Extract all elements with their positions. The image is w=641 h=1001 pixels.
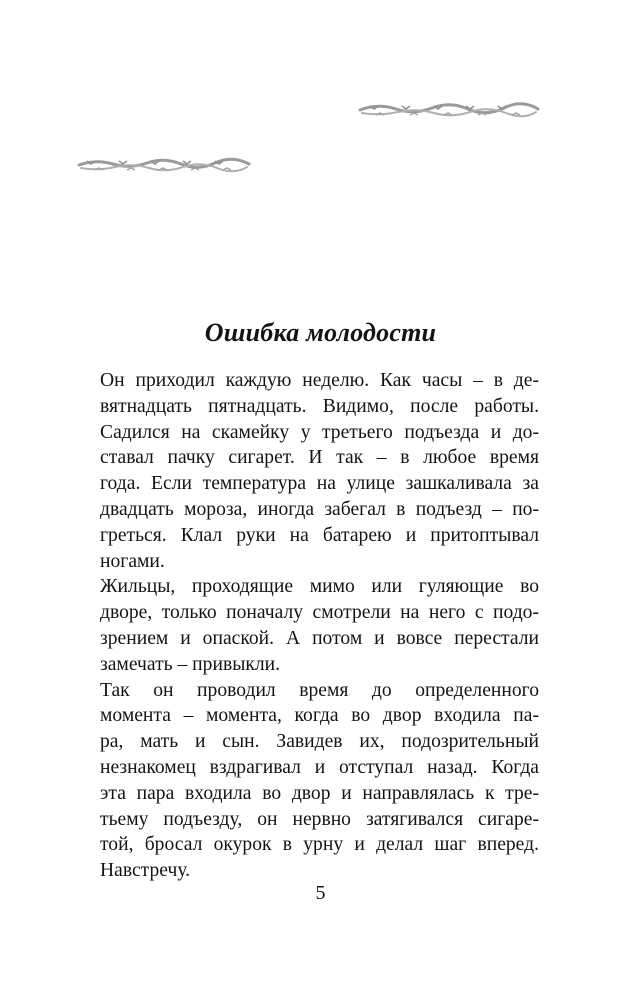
paragraph-3 [76,678,539,884]
left-ornament-divider [77,153,251,177]
page-number: 5 [315,882,326,904]
text-line: Он приходил каждую неделю. Как часы – в де- [100,370,539,391]
text-line: ра, мать и сын. Завидев их, подозрительный [100,731,539,753]
text-line: Садился на скамейку у третьего подъезда и до- [100,421,539,443]
text-line: ногами. [100,550,165,572]
text-line: замечать – привыкли. [100,653,281,675]
paragraph-2 [76,574,539,677]
text-line: года. Если температура на улице зашкаливала за [100,473,539,495]
text-line: дворе, только поначалу смотрели на него с подо- [100,602,539,624]
chapter-title: Ошибка молодости [204,318,437,347]
text-line: двадцать мороза, иногда забегал в подъезд – по- [100,498,539,520]
text-line: момента – момента, когда во двор входила па- [100,705,539,727]
text-line: греться. Клал руки на батарею и притоптывал [100,524,539,546]
text-line: Жильцы, проходящие мимо или гуляющие во [100,576,539,598]
text-line: вятнадцать пятнадцать. Видимо, после работы. [100,395,539,417]
text-line: тьему подъезду, он нервно затягивался сигаре- [100,808,539,830]
text-line: Так он проводил время до определенного [100,679,539,701]
paragraph-1 [76,368,539,574]
text-line: той, бросал окурок в урну и делал шаг вперед. [100,834,539,856]
text-line: ставал пачку сигарет. И так – в любое время [100,447,539,469]
top-ornament-divider [358,98,540,122]
body-text [76,368,539,884]
text-line: незнакомец вздрагивал и отступал назад. Когда [100,756,539,778]
text-line: эта пара входила во двор и направлялась к тре- [100,782,539,804]
text-line: Навстречу. [100,860,191,882]
text-line: зрением и опаской. А потом и вовсе перестали [100,627,539,649]
